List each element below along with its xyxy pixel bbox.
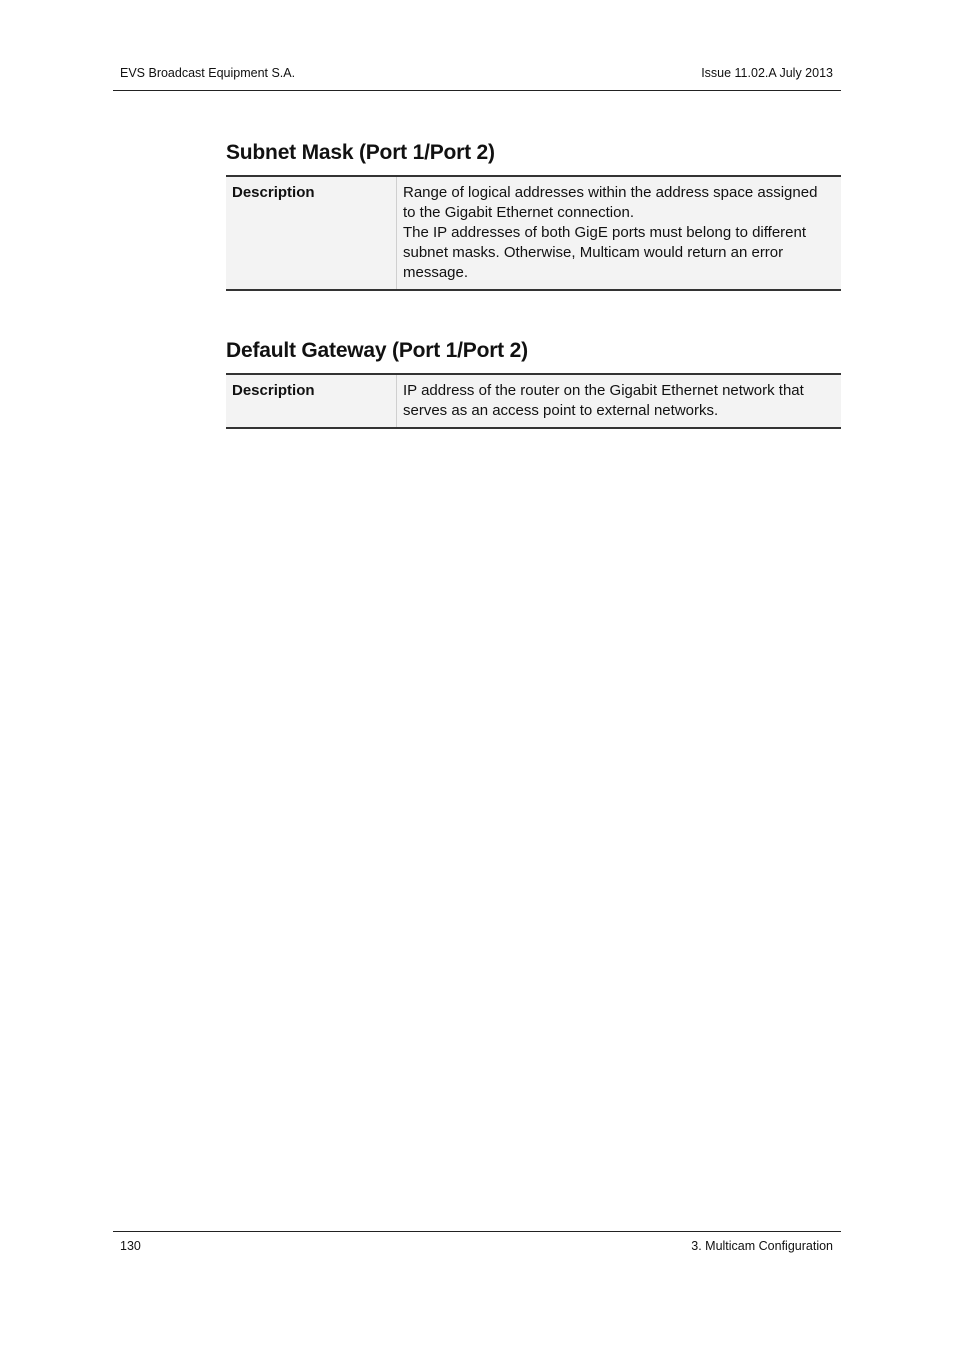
property-description <box>397 176 842 290</box>
description-paragraph: The IP addresses of both GigE ports must belong to different subnet masks. Otherwise, Multicam would return an error message. <box>403 224 807 281</box>
property-label: Description <box>226 176 397 290</box>
section-title: Default Gateway (Port 1/Port 2) <box>226 339 528 362</box>
footer-chapter: 3. Multicam Configuration <box>691 1239 833 1253</box>
section-title: Subnet Mask (Port 1/Port 2) <box>226 141 495 164</box>
property-label: Description <box>226 374 397 428</box>
section-default-gateway <box>226 339 841 429</box>
header-company: EVS Broadcast Equipment S.A. <box>120 66 296 80</box>
table-row <box>226 374 841 428</box>
page-footer <box>113 1231 841 1253</box>
header-issue: Issue 11.02.A July 2013 <box>701 66 833 80</box>
table-row <box>226 176 841 290</box>
property-table <box>226 373 841 429</box>
description-paragraph: IP address of the router on the Gigabit Ethernet network that serves as an access point to external networks. <box>403 382 804 419</box>
page-header <box>113 64 841 91</box>
page-number: 130 <box>120 1239 141 1253</box>
section-subnet-mask <box>226 141 841 291</box>
property-table <box>226 175 841 291</box>
description-paragraph: Range of logical addresses within the address space assigned to the Gigabit Ethernet connection. <box>403 184 818 221</box>
property-description <box>397 374 842 428</box>
